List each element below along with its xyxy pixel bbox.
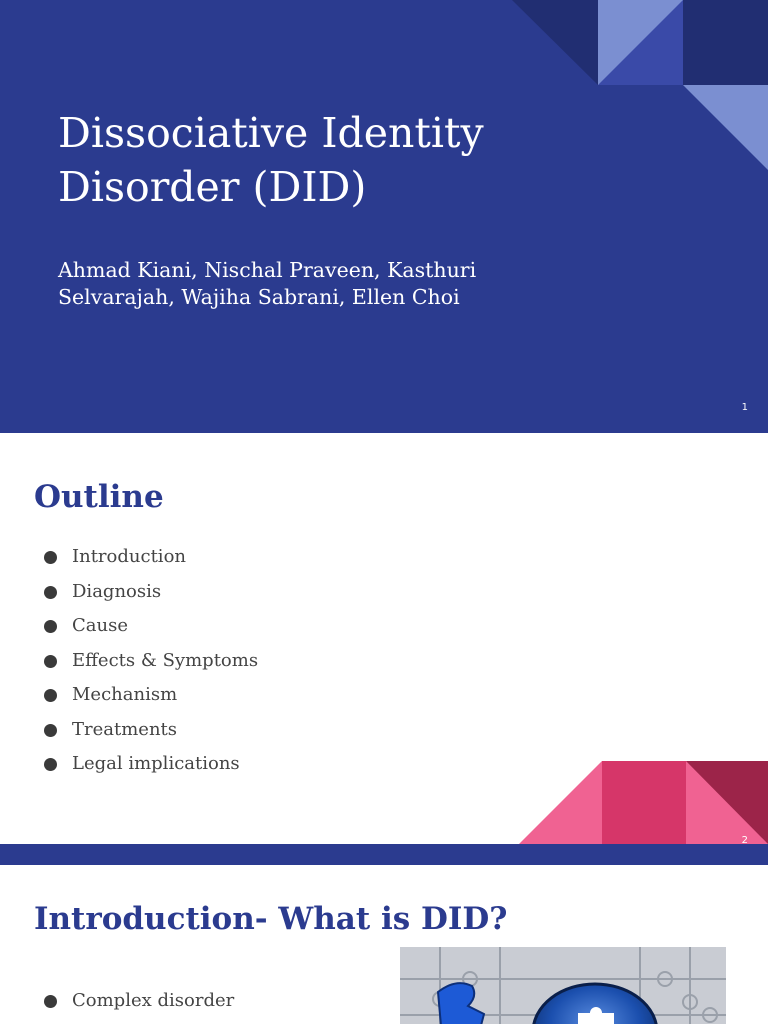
outline-item [34, 713, 258, 748]
bullet-icon [44, 620, 57, 633]
outline-item [34, 644, 258, 679]
outline-list [34, 540, 258, 782]
bullet-icon [44, 995, 57, 1008]
outline-item [34, 747, 258, 782]
intro-item-label: Complex disorder [72, 990, 235, 1011]
outline-item-label: Legal implications [72, 753, 240, 774]
outline-item [34, 575, 258, 610]
outline-item-label: Effects & Symptoms [72, 649, 259, 671]
slide-number: 1 [741, 402, 748, 413]
outline-item [34, 609, 258, 644]
bullet-icon [44, 758, 57, 771]
title-slide [0, 0, 768, 433]
decorative-triangles [0, 0, 768, 433]
outline-item-label: Diagnosis [72, 580, 162, 602]
outline-heading: Outline [34, 479, 164, 515]
outline-item [34, 678, 258, 713]
bullet-icon [44, 586, 57, 599]
bullet-icon [44, 689, 57, 702]
bullet-icon [44, 655, 57, 668]
intro-slide [0, 865, 768, 1024]
author-list: Ahmad Kiani, Nischal Praveen, Kasthuri Selvarajah, Wajiha Sabrani, Ellen Choi [58, 258, 477, 309]
outline-slide [0, 433, 768, 844]
slide-number: 2 [741, 835, 748, 844]
presentation-title: Dissociative Identity Disorder (DID) [58, 109, 484, 211]
outline-item-label: Treatments [72, 718, 178, 740]
bullet-icon [44, 551, 57, 564]
outline-item [34, 540, 258, 575]
puzzle-image [400, 947, 726, 1024]
outline-item-label: Mechanism [72, 684, 178, 705]
slide-divider [0, 844, 768, 865]
outline-item-label: Introduction [72, 546, 186, 567]
outline-item-label: Cause [72, 615, 128, 636]
intro-heading: Introduction- What is DID? [34, 901, 508, 937]
intro-item [34, 984, 234, 1019]
bullet-icon [44, 724, 57, 737]
intro-list [34, 984, 234, 1019]
